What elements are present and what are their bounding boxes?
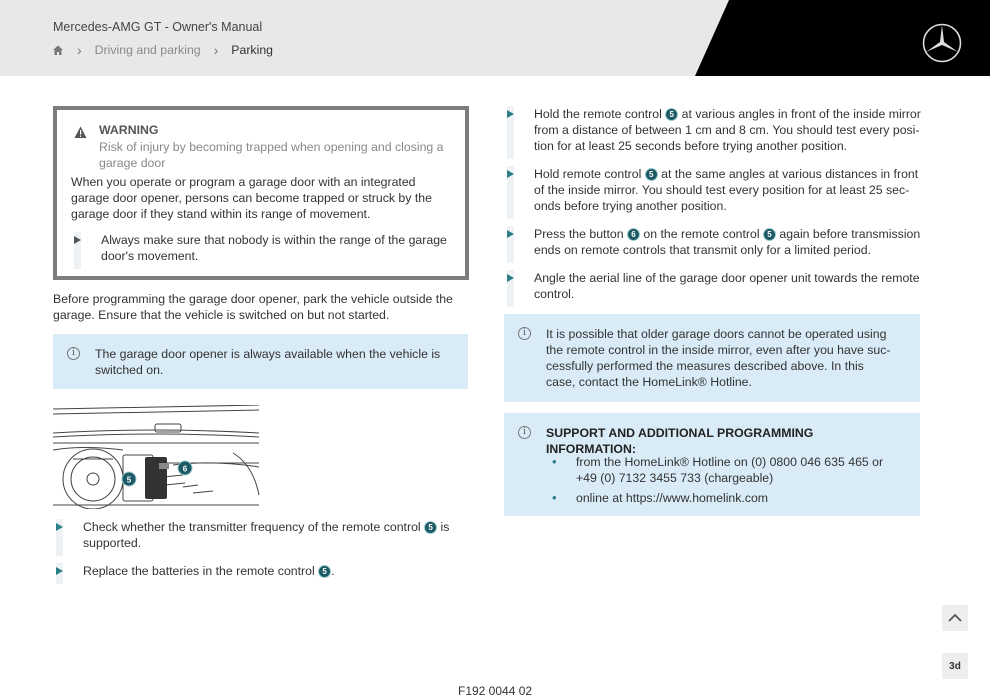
- step-arrow-icon: [507, 274, 514, 282]
- manual-title: Mercedes-AMG GT - Owner's Manual: [53, 20, 263, 34]
- callout-badge: 5: [665, 108, 678, 121]
- step-arrow-icon: [56, 523, 63, 531]
- support-item-website[interactable]: • online at https://www.homelink.com: [552, 490, 892, 506]
- chevron-right-icon: ›: [77, 42, 82, 58]
- left-step-list: [53, 519, 473, 591]
- breadcrumb-item-driving-and-parking[interactable]: Driving and parking: [94, 43, 201, 57]
- home-icon[interactable]: [52, 44, 64, 56]
- chevron-up-icon: [948, 613, 962, 623]
- info-icon: i: [518, 327, 531, 340]
- warning-triangle-icon: [74, 126, 87, 139]
- callout-badge: 5: [763, 228, 776, 241]
- page-header: [0, 0, 990, 76]
- support-heading: SUPPORT AND ADDITIONAL PROGRAMMING INFORMATION:: [546, 426, 814, 456]
- warning-body: When you operate or program a garage door with an integrated garage door opener, persons can become trapped or struck by the garage door if they stand within its range of movement.: [71, 175, 432, 221]
- breadcrumb: [52, 42, 273, 58]
- info-icon: i: [67, 347, 80, 360]
- support-list: [552, 454, 892, 510]
- info-text: The garage door opener is always available when the vehicle is switched on.: [95, 347, 441, 377]
- step-arrow-icon: [74, 236, 81, 244]
- warning-step-text: Always make sure that nobody is within the range of the garage door's movement.: [101, 233, 447, 263]
- warning-risk: Risk of injury by becoming trapped when opening and closing a garage door: [99, 140, 444, 170]
- warning-step: [71, 232, 449, 264]
- mercedes-star-icon[interactable]: [921, 22, 963, 64]
- callout-badge: 5: [318, 565, 331, 578]
- step-angle-aerial: Angle the aerial line of the garage door opener unit towards the remote control.: [504, 270, 922, 302]
- callout-badge: 5: [424, 521, 437, 534]
- breadcrumb-item-parking: Parking: [231, 43, 273, 57]
- support-item-hotline: • from the HomeLink® Hotline on (0) 0800 046 635 465 or +49 (0) 7132 3455 733 (chargeable): [552, 454, 892, 486]
- info-box-older-doors: [504, 314, 920, 402]
- intro-paragraph: Before programming the garage door opener, park the vehicle outside the garage. Ensure that the vehicle is switched on but not started.: [53, 292, 453, 322]
- garage-door-opener-illustration: [53, 405, 260, 509]
- scroll-to-top-button[interactable]: [942, 605, 968, 631]
- warning-heading: WARNING: [99, 123, 159, 137]
- warning-box: [53, 106, 469, 280]
- page-badge[interactable]: 3d: [942, 653, 968, 679]
- step-arrow-icon: [507, 170, 514, 178]
- step-arrow-icon: [56, 567, 63, 575]
- step-check-frequency: Check whether the transmitter frequency of the remote control 5 is supported.: [53, 519, 473, 551]
- step-replace-batteries: Replace the batteries in the remote control 5 .: [53, 563, 473, 579]
- info-icon: i: [518, 426, 531, 439]
- chevron-right-icon: ›: [213, 42, 219, 58]
- callout-6: 6: [182, 464, 188, 474]
- step-hold-angles: Hold the remote control 5 at various angles in front of the inside mirror from a distance of between 1 cm and 8 cm. You should test every posi-tion for at least 25 seconds before trying another position.: [504, 106, 922, 154]
- step-arrow-icon: [507, 230, 514, 238]
- step-hold-distances: Hold remote control 5 at the same angles at various distances in front of the inside mirror. You should test every position for at least 25 sec-onds before trying another position.: [504, 166, 922, 214]
- callout-badge: 6: [627, 228, 640, 241]
- step-press-button: Press the button 6 on the remote control 5 again before transmission ends on remote controls that transmit only for a limited period.: [504, 226, 922, 258]
- figure-code: F192 0044 02: [458, 684, 533, 698]
- step-arrow-icon: [507, 110, 514, 118]
- info-box-availability: [53, 334, 468, 389]
- header-black-band: [0, 0, 990, 76]
- right-step-list: [504, 106, 922, 314]
- info-text: It is possible that older garage doors cannot be operated using the remote control in the inside mirror, even after you have suc-cessfully performed the measures described above. In this case, contact the HomeLink® Hotline.: [546, 327, 891, 389]
- callout-5: 5: [126, 475, 132, 485]
- callout-badge: 5: [645, 168, 658, 181]
